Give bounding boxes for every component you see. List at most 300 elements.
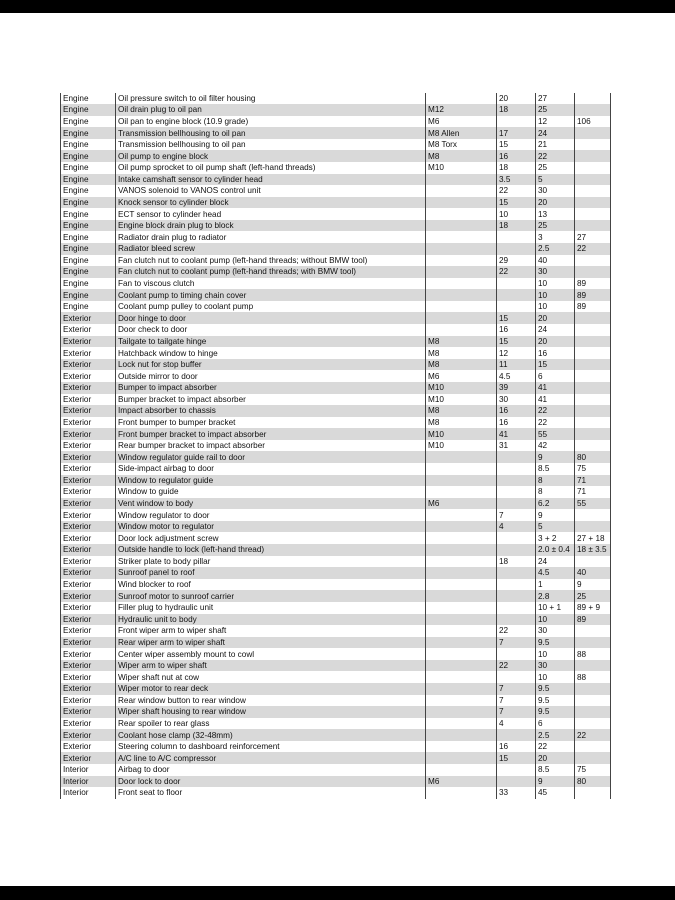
description-cell: Fan clutch nut to coolant pump (left-hand threads; without BMW tool) <box>116 255 426 267</box>
category-cell: Exterior <box>61 532 116 544</box>
bolt-size-cell <box>426 93 497 105</box>
nm-cell: 9.5 <box>536 683 575 695</box>
in-lb-cell: 88 <box>575 671 611 683</box>
ft-lb-cell: 7 <box>497 637 536 649</box>
in-lb-cell <box>575 417 611 429</box>
ft-lb-cell: 12 <box>497 347 536 359</box>
nm-cell: 9 <box>536 451 575 463</box>
in-lb-cell: 89 <box>575 278 611 290</box>
bolt-size-cell <box>426 521 497 533</box>
bolt-size-cell <box>426 324 497 336</box>
category-cell: Exterior <box>61 394 116 406</box>
table-row <box>61 637 611 649</box>
in-lb-cell <box>575 174 611 186</box>
in-lb-cell: 55 <box>575 498 611 510</box>
bolt-size-cell <box>426 185 497 197</box>
bolt-size-cell: M6 <box>426 498 497 510</box>
in-lb-cell: 27 + 18 <box>575 532 611 544</box>
torque-spec-table <box>60 93 611 799</box>
table-row <box>61 463 611 475</box>
nm-cell: 27 <box>536 93 575 105</box>
description-cell: Coolant hose clamp (32-48mm) <box>116 729 426 741</box>
bolt-size-cell: M8 <box>426 359 497 371</box>
ft-lb-cell <box>497 463 536 475</box>
description-cell: Door lock adjustment screw <box>116 532 426 544</box>
ft-lb-cell: 22 <box>497 185 536 197</box>
category-cell: Exterior <box>61 637 116 649</box>
torque-table-body <box>61 93 611 799</box>
description-cell: Steering column to dashboard reinforcement <box>116 741 426 753</box>
table-row <box>61 220 611 232</box>
ft-lb-cell <box>497 764 536 776</box>
in-lb-cell <box>575 625 611 637</box>
ft-lb-cell: 30 <box>497 394 536 406</box>
ft-lb-cell <box>497 451 536 463</box>
bolt-size-cell <box>426 220 497 232</box>
bolt-size-cell <box>426 579 497 591</box>
nm-cell: 22 <box>536 741 575 753</box>
table-row <box>61 104 611 116</box>
table-row <box>61 741 611 753</box>
in-lb-cell <box>575 637 611 649</box>
nm-cell: 10 <box>536 648 575 660</box>
bolt-size-cell <box>426 729 497 741</box>
table-row <box>61 440 611 452</box>
ft-lb-cell: 16 <box>497 324 536 336</box>
category-cell: Exterior <box>61 451 116 463</box>
table-row <box>61 776 611 788</box>
category-cell: Engine <box>61 220 116 232</box>
table-row <box>61 752 611 764</box>
bolt-size-cell: M8 <box>426 347 497 359</box>
category-cell: Exterior <box>61 336 116 348</box>
in-lb-cell <box>575 382 611 394</box>
table-row <box>61 706 611 718</box>
ft-lb-cell: 20 <box>497 93 536 105</box>
category-cell: Engine <box>61 278 116 290</box>
ft-lb-cell <box>497 486 536 498</box>
ft-lb-cell <box>497 671 536 683</box>
nm-cell: 8 <box>536 475 575 487</box>
table-row <box>61 556 611 568</box>
in-lb-cell <box>575 787 611 799</box>
category-cell: Exterior <box>61 428 116 440</box>
description-cell: Vent window to body <box>116 498 426 510</box>
table-row <box>61 602 611 614</box>
table-row <box>61 718 611 730</box>
bolt-size-cell: M10 <box>426 382 497 394</box>
category-cell: Exterior <box>61 521 116 533</box>
bolt-size-cell <box>426 451 497 463</box>
bolt-size-cell <box>426 266 497 278</box>
bolt-size-cell <box>426 463 497 475</box>
bolt-size-cell: M8 <box>426 150 497 162</box>
bolt-size-cell <box>426 683 497 695</box>
in-lb-cell <box>575 336 611 348</box>
category-cell: Exterior <box>61 486 116 498</box>
description-cell: Window motor to regulator <box>116 521 426 533</box>
bolt-size-cell <box>426 255 497 267</box>
in-lb-cell: 75 <box>575 463 611 475</box>
ft-lb-cell <box>497 243 536 255</box>
description-cell: Oil pan to engine block (10.9 grade) <box>116 116 426 128</box>
nm-cell: 6.2 <box>536 498 575 510</box>
description-cell: Rear bumper bracket to impact absorber <box>116 440 426 452</box>
nm-cell: 8.5 <box>536 764 575 776</box>
category-cell: Exterior <box>61 614 116 626</box>
bolt-size-cell <box>426 671 497 683</box>
ft-lb-cell <box>497 729 536 741</box>
in-lb-cell <box>575 104 611 116</box>
bolt-size-cell: M10 <box>426 440 497 452</box>
table-row <box>61 116 611 128</box>
in-lb-cell <box>575 706 611 718</box>
description-cell: Door hinge to door <box>116 312 426 324</box>
ft-lb-cell <box>497 289 536 301</box>
table-row <box>61 312 611 324</box>
nm-cell: 6 <box>536 370 575 382</box>
category-cell: Exterior <box>61 475 116 487</box>
bolt-size-cell: M6 <box>426 776 497 788</box>
description-cell: Wind blocker to roof <box>116 579 426 591</box>
category-cell: Engine <box>61 197 116 209</box>
in-lb-cell <box>575 556 611 568</box>
ft-lb-cell <box>497 278 536 290</box>
description-cell: Lock nut for stop buffer <box>116 359 426 371</box>
bolt-size-cell <box>426 475 497 487</box>
description-cell: Transmission bellhousing to oil pan <box>116 127 426 139</box>
category-cell: Exterior <box>61 324 116 336</box>
bolt-size-cell <box>426 706 497 718</box>
description-cell: Transmission bellhousing to oil pan <box>116 139 426 151</box>
table-row <box>61 370 611 382</box>
description-cell: Front bumper to bumper bracket <box>116 417 426 429</box>
description-cell: Outside mirror to door <box>116 370 426 382</box>
nm-cell: 41 <box>536 382 575 394</box>
category-cell: Exterior <box>61 417 116 429</box>
description-cell: Front wiper arm to wiper shaft <box>116 625 426 637</box>
table-row <box>61 544 611 556</box>
nm-cell: 8.5 <box>536 463 575 475</box>
category-cell: Exterior <box>61 544 116 556</box>
description-cell: Engine block drain plug to block <box>116 220 426 232</box>
nm-cell: 24 <box>536 324 575 336</box>
ft-lb-cell <box>497 231 536 243</box>
bolt-size-cell <box>426 648 497 660</box>
bolt-size-cell <box>426 614 497 626</box>
in-lb-cell <box>575 220 611 232</box>
table-row <box>61 590 611 602</box>
nm-cell: 20 <box>536 752 575 764</box>
nm-cell: 2.8 <box>536 590 575 602</box>
in-lb-cell <box>575 208 611 220</box>
in-lb-cell: 89 <box>575 289 611 301</box>
ft-lb-cell <box>497 614 536 626</box>
top-letterbox-bar <box>0 0 675 13</box>
table-row <box>61 787 611 799</box>
category-cell: Exterior <box>61 729 116 741</box>
category-cell: Exterior <box>61 463 116 475</box>
description-cell: Window regulator to door <box>116 509 426 521</box>
nm-cell: 41 <box>536 394 575 406</box>
bolt-size-cell: M10 <box>426 394 497 406</box>
ft-lb-cell: 7 <box>497 695 536 707</box>
table-row <box>61 451 611 463</box>
table-row <box>61 278 611 290</box>
description-cell: Bumper to impact absorber <box>116 382 426 394</box>
nm-cell: 3 <box>536 231 575 243</box>
nm-cell: 13 <box>536 208 575 220</box>
in-lb-cell <box>575 683 611 695</box>
description-cell: Side-impact airbag to door <box>116 463 426 475</box>
ft-lb-cell: 18 <box>497 220 536 232</box>
nm-cell: 2.5 <box>536 243 575 255</box>
category-cell: Engine <box>61 162 116 174</box>
description-cell: Impact absorber to chassis <box>116 405 426 417</box>
bolt-size-cell <box>426 486 497 498</box>
in-lb-cell: 25 <box>575 590 611 602</box>
in-lb-cell: 22 <box>575 243 611 255</box>
in-lb-cell <box>575 197 611 209</box>
ft-lb-cell: 41 <box>497 428 536 440</box>
category-cell: Engine <box>61 116 116 128</box>
bolt-size-cell <box>426 625 497 637</box>
category-cell: Engine <box>61 127 116 139</box>
category-cell: Engine <box>61 243 116 255</box>
in-lb-cell <box>575 150 611 162</box>
description-cell: Front bumper bracket to impact absorber <box>116 428 426 440</box>
nm-cell: 9.5 <box>536 695 575 707</box>
table-row <box>61 671 611 683</box>
ft-lb-cell <box>497 776 536 788</box>
nm-cell: 4.5 <box>536 567 575 579</box>
description-cell: Wiper motor to rear deck <box>116 683 426 695</box>
nm-cell: 12 <box>536 116 575 128</box>
table-row <box>61 231 611 243</box>
bolt-size-cell: M8 Allen <box>426 127 497 139</box>
nm-cell: 2.5 <box>536 729 575 741</box>
category-cell: Engine <box>61 266 116 278</box>
nm-cell: 10 <box>536 614 575 626</box>
bolt-size-cell <box>426 544 497 556</box>
nm-cell: 8 <box>536 486 575 498</box>
in-lb-cell <box>575 266 611 278</box>
description-cell: Outside handle to lock (left-hand thread) <box>116 544 426 556</box>
in-lb-cell <box>575 185 611 197</box>
bolt-size-cell <box>426 231 497 243</box>
in-lb-cell <box>575 370 611 382</box>
in-lb-cell <box>575 509 611 521</box>
nm-cell: 45 <box>536 787 575 799</box>
ft-lb-cell <box>497 590 536 602</box>
bottom-letterbox-bar <box>0 886 675 900</box>
category-cell: Exterior <box>61 590 116 602</box>
ft-lb-cell: 7 <box>497 509 536 521</box>
category-cell: Exterior <box>61 648 116 660</box>
table-row <box>61 405 611 417</box>
category-cell: Exterior <box>61 382 116 394</box>
bolt-size-cell <box>426 312 497 324</box>
nm-cell: 9.5 <box>536 706 575 718</box>
in-lb-cell <box>575 718 611 730</box>
nm-cell: 24 <box>536 556 575 568</box>
table-row <box>61 359 611 371</box>
table-row <box>61 208 611 220</box>
table-row <box>61 197 611 209</box>
description-cell: Wiper arm to wiper shaft <box>116 660 426 672</box>
in-lb-cell: 40 <box>575 567 611 579</box>
description-cell: Radiator drain plug to radiator <box>116 231 426 243</box>
table-row <box>61 648 611 660</box>
table-row <box>61 394 611 406</box>
table-row <box>61 509 611 521</box>
bolt-size-cell <box>426 718 497 730</box>
table-row <box>61 289 611 301</box>
ft-lb-cell: 16 <box>497 405 536 417</box>
table-row <box>61 532 611 544</box>
ft-lb-cell <box>497 544 536 556</box>
bolt-size-cell: M6 <box>426 116 497 128</box>
category-cell: Exterior <box>61 556 116 568</box>
nm-cell: 24 <box>536 127 575 139</box>
in-lb-cell: 89 + 9 <box>575 602 611 614</box>
table-row <box>61 324 611 336</box>
ft-lb-cell: 15 <box>497 336 536 348</box>
description-cell: Front seat to floor <box>116 787 426 799</box>
bolt-size-cell <box>426 660 497 672</box>
bolt-size-cell: M8 Torx <box>426 139 497 151</box>
table-row <box>61 174 611 186</box>
bolt-size-cell <box>426 787 497 799</box>
bolt-size-cell <box>426 764 497 776</box>
ft-lb-cell: 22 <box>497 660 536 672</box>
in-lb-cell: 88 <box>575 648 611 660</box>
in-lb-cell <box>575 695 611 707</box>
category-cell: Interior <box>61 787 116 799</box>
description-cell: Airbag to door <box>116 764 426 776</box>
in-lb-cell: 89 <box>575 614 611 626</box>
in-lb-cell: 71 <box>575 475 611 487</box>
nm-cell: 42 <box>536 440 575 452</box>
table-row <box>61 498 611 510</box>
bolt-size-cell <box>426 556 497 568</box>
ft-lb-cell: 18 <box>497 104 536 116</box>
ft-lb-cell <box>497 532 536 544</box>
nm-cell: 10 + 1 <box>536 602 575 614</box>
in-lb-cell <box>575 127 611 139</box>
table-row <box>61 336 611 348</box>
nm-cell: 22 <box>536 405 575 417</box>
in-lb-cell: 18 ± 3.5 <box>575 544 611 556</box>
in-lb-cell <box>575 428 611 440</box>
table-row <box>61 417 611 429</box>
table-row <box>61 521 611 533</box>
category-cell: Engine <box>61 185 116 197</box>
ft-lb-cell <box>497 498 536 510</box>
description-cell: Window to guide <box>116 486 426 498</box>
nm-cell: 3 + 2 <box>536 532 575 544</box>
nm-cell: 30 <box>536 266 575 278</box>
ft-lb-cell: 15 <box>497 752 536 764</box>
description-cell: Coolant pump pulley to coolant pump <box>116 301 426 313</box>
nm-cell: 2.0 ± 0.4 <box>536 544 575 556</box>
in-lb-cell <box>575 324 611 336</box>
nm-cell: 30 <box>536 660 575 672</box>
in-lb-cell <box>575 139 611 151</box>
in-lb-cell <box>575 660 611 672</box>
bolt-size-cell <box>426 637 497 649</box>
category-cell: Exterior <box>61 671 116 683</box>
table-row <box>61 185 611 197</box>
category-cell: Engine <box>61 174 116 186</box>
ft-lb-cell: 18 <box>497 556 536 568</box>
ft-lb-cell: 31 <box>497 440 536 452</box>
description-cell: Oil pressure switch to oil filter housing <box>116 93 426 105</box>
table-row <box>61 729 611 741</box>
nm-cell: 25 <box>536 104 575 116</box>
in-lb-cell: 71 <box>575 486 611 498</box>
bolt-size-cell: M8 <box>426 417 497 429</box>
table-row <box>61 255 611 267</box>
category-cell: Exterior <box>61 405 116 417</box>
bolt-size-cell <box>426 208 497 220</box>
description-cell: Door check to door <box>116 324 426 336</box>
table-row <box>61 150 611 162</box>
bolt-size-cell <box>426 532 497 544</box>
table-row <box>61 475 611 487</box>
in-lb-cell <box>575 162 611 174</box>
category-cell: Engine <box>61 150 116 162</box>
description-cell: Knock sensor to cylinder block <box>116 197 426 209</box>
description-cell: Door lock to door <box>116 776 426 788</box>
description-cell: Hydraulic unit to body <box>116 614 426 626</box>
in-lb-cell <box>575 521 611 533</box>
in-lb-cell: 27 <box>575 231 611 243</box>
ft-lb-cell <box>497 116 536 128</box>
in-lb-cell <box>575 359 611 371</box>
bolt-size-cell <box>426 197 497 209</box>
category-cell: Exterior <box>61 579 116 591</box>
description-cell: Bumper bracket to impact absorber <box>116 394 426 406</box>
table-row <box>61 162 611 174</box>
ft-lb-cell <box>497 475 536 487</box>
description-cell: Fan clutch nut to coolant pump (left-hand threads; with BMW tool) <box>116 266 426 278</box>
ft-lb-cell: 15 <box>497 139 536 151</box>
nm-cell: 9 <box>536 509 575 521</box>
nm-cell: 5 <box>536 174 575 186</box>
description-cell: ECT sensor to cylinder head <box>116 208 426 220</box>
nm-cell: 21 <box>536 139 575 151</box>
table-row <box>61 695 611 707</box>
nm-cell: 1 <box>536 579 575 591</box>
table-row <box>61 347 611 359</box>
nm-cell: 20 <box>536 336 575 348</box>
bolt-size-cell <box>426 567 497 579</box>
description-cell: Rear wiper arm to wiper shaft <box>116 637 426 649</box>
bolt-size-cell: M12 <box>426 104 497 116</box>
ft-lb-cell: 39 <box>497 382 536 394</box>
ft-lb-cell: 17 <box>497 127 536 139</box>
ft-lb-cell: 16 <box>497 417 536 429</box>
category-cell: Exterior <box>61 347 116 359</box>
table-row <box>61 579 611 591</box>
nm-cell: 6 <box>536 718 575 730</box>
description-cell: Hatchback window to hinge <box>116 347 426 359</box>
description-cell: Filler plug to hydraulic unit <box>116 602 426 614</box>
description-cell: Sunroof panel to roof <box>116 567 426 579</box>
category-cell: Exterior <box>61 498 116 510</box>
ft-lb-cell: 10 <box>497 208 536 220</box>
